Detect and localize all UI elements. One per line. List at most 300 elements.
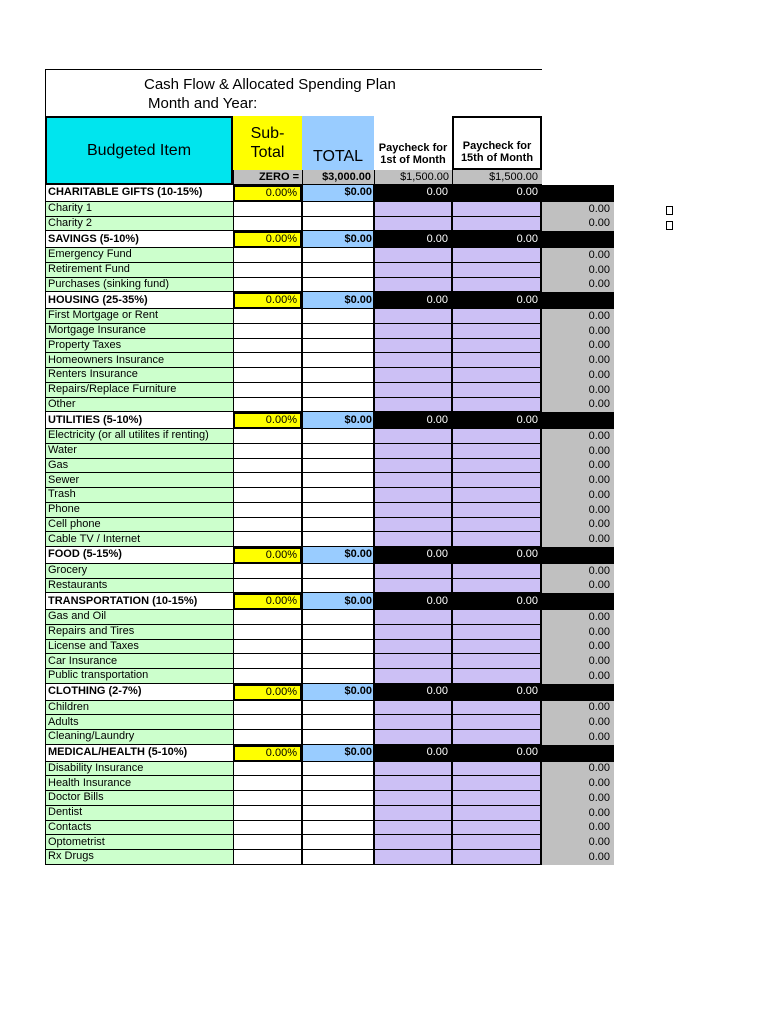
item-total-cell[interactable] <box>302 217 374 232</box>
item-paycheck1-input[interactable] <box>374 640 452 655</box>
item-subtotal-cell[interactable] <box>233 776 302 791</box>
item-paycheck1-input[interactable] <box>374 202 452 217</box>
category-total-text: $0.00 <box>344 685 372 698</box>
item-label-text: Cell phone <box>48 517 101 530</box>
category-label <box>45 231 233 248</box>
item-subtotal-cell[interactable] <box>233 730 302 745</box>
checkbox[interactable] <box>666 206 673 215</box>
category-label-text: MEDICAL/HEALTH (5-10%) <box>48 746 188 759</box>
item-paycheck2-input[interactable] <box>452 248 542 263</box>
category-paycheck2 <box>452 745 542 762</box>
item-paycheck1-input[interactable] <box>374 353 452 368</box>
item-paycheck2-input[interactable] <box>452 324 542 339</box>
item-paycheck2-input[interactable] <box>452 806 542 821</box>
item-subtotal-cell[interactable] <box>233 368 302 383</box>
item-label <box>45 850 233 865</box>
item-label <box>45 518 233 533</box>
item-total-cell[interactable] <box>302 202 374 217</box>
item-paycheck1-input[interactable] <box>374 850 452 865</box>
item-label-text: Water <box>48 444 77 457</box>
item-subtotal-cell[interactable] <box>233 398 302 413</box>
category-paycheck1 <box>374 412 452 429</box>
category-label <box>45 185 233 202</box>
item-total-cell[interactable] <box>302 625 374 640</box>
item-label <box>45 701 233 716</box>
item-label <box>45 368 233 383</box>
item-total-cell[interactable] <box>302 640 374 655</box>
category-label-text: CHARITABLE GIFTS (10-15%) <box>48 186 203 199</box>
item-paycheck2-input[interactable] <box>452 503 542 518</box>
item-paycheck2-input[interactable] <box>452 715 542 730</box>
item-paycheck1-input[interactable] <box>374 730 452 745</box>
item-paycheck2-input[interactable] <box>452 669 542 684</box>
category-subtotal-text: 0.00% <box>265 414 297 427</box>
item-paycheck2-input[interactable] <box>452 835 542 850</box>
item-total-cell[interactable] <box>302 503 374 518</box>
category-paycheck1 <box>374 593 452 610</box>
item-paycheck1-input[interactable] <box>374 669 452 684</box>
paycheck2-amount[interactable] <box>452 170 542 185</box>
total-amount-text: $3,000.00 <box>322 170 371 183</box>
item-label <box>45 383 233 398</box>
item-remaining <box>542 339 614 354</box>
item-subtotal-cell[interactable] <box>233 715 302 730</box>
item-subtotal-cell[interactable] <box>233 263 302 278</box>
item-remaining-text: 0.00 <box>588 309 610 322</box>
item-subtotal-cell[interactable] <box>233 339 302 354</box>
item-subtotal-cell[interactable] <box>233 518 302 533</box>
item-label <box>45 263 233 278</box>
item-paycheck1-input[interactable] <box>374 444 452 459</box>
item-label-text: Property Taxes <box>48 338 122 351</box>
item-total-cell[interactable] <box>302 459 374 474</box>
item-total-cell[interactable] <box>302 339 374 354</box>
item-remaining <box>542 518 614 533</box>
item-subtotal-cell[interactable] <box>233 503 302 518</box>
item-label <box>45 398 233 413</box>
item-paycheck1-input[interactable] <box>374 429 452 444</box>
item-total-cell[interactable] <box>302 278 374 293</box>
category-total-text: $0.00 <box>344 232 372 245</box>
category-total <box>302 185 374 202</box>
item-paycheck2-input[interactable] <box>452 610 542 625</box>
item-remaining <box>542 368 614 383</box>
item-subtotal-cell[interactable] <box>233 654 302 669</box>
item-label-text: Phone <box>48 503 80 516</box>
item-label <box>45 429 233 444</box>
item-remaining <box>542 821 614 836</box>
item-paycheck1-input[interactable] <box>374 278 452 293</box>
item-paycheck2-input[interactable] <box>452 444 542 459</box>
item-label <box>45 640 233 655</box>
category-label <box>45 684 233 701</box>
item-remaining <box>542 625 614 640</box>
item-paycheck2-input[interactable] <box>452 217 542 232</box>
item-remaining-text: 0.00 <box>588 217 610 230</box>
item-total-cell[interactable] <box>302 821 374 836</box>
category-paycheck1 <box>374 684 452 701</box>
category-subtotal-text: 0.00% <box>265 548 297 561</box>
item-remaining <box>542 654 614 669</box>
item-paycheck2-input[interactable] <box>452 429 542 444</box>
item-total-cell[interactable] <box>302 353 374 368</box>
item-paycheck2-input[interactable] <box>452 518 542 533</box>
item-paycheck1-input[interactable] <box>374 518 452 533</box>
item-paycheck2-input[interactable] <box>452 791 542 806</box>
item-paycheck2-input[interactable] <box>452 398 542 413</box>
item-subtotal-cell[interactable] <box>233 202 302 217</box>
item-paycheck2-input[interactable] <box>452 730 542 745</box>
item-remaining-text: 0.00 <box>588 836 610 849</box>
item-subtotal-cell[interactable] <box>233 324 302 339</box>
item-total-cell[interactable] <box>302 248 374 263</box>
item-subtotal-cell[interactable] <box>233 701 302 716</box>
item-remaining-text: 0.00 <box>588 488 610 501</box>
category-label-text: SAVINGS (5-10%) <box>48 232 139 245</box>
item-total-cell[interactable] <box>302 309 374 324</box>
item-label-text: Retirement Fund <box>48 263 130 276</box>
item-remaining-text: 0.00 <box>588 777 610 790</box>
item-label <box>45 579 233 594</box>
item-subtotal-cell[interactable] <box>233 579 302 594</box>
item-subtotal-cell[interactable] <box>233 625 302 640</box>
zero-label-text: ZERO = <box>258 170 299 183</box>
item-label-text: Repairs/Replace Furniture <box>48 383 177 396</box>
item-label <box>45 654 233 669</box>
item-paycheck1-input[interactable] <box>374 324 452 339</box>
item-remaining-text: 0.00 <box>588 640 610 653</box>
item-total-cell[interactable] <box>302 444 374 459</box>
category-paycheck2-text: 0.00 <box>516 548 538 561</box>
item-paycheck2-input[interactable] <box>452 564 542 579</box>
category-total-text: $0.00 <box>344 413 372 426</box>
item-total-cell[interactable] <box>302 429 374 444</box>
item-remaining <box>542 278 614 293</box>
item-total-cell[interactable] <box>302 398 374 413</box>
item-label-text: Cleaning/Laundry <box>48 730 135 743</box>
category-label-text: UTILITIES (5-10%) <box>48 413 143 426</box>
item-paycheck1-input[interactable] <box>374 488 452 503</box>
item-paycheck1-input[interactable] <box>374 654 452 669</box>
item-paycheck2-input[interactable] <box>452 762 542 777</box>
item-paycheck2-input[interactable] <box>452 459 542 474</box>
item-subtotal-cell[interactable] <box>233 278 302 293</box>
item-remaining <box>542 776 614 791</box>
item-remaining-text: 0.00 <box>588 655 610 668</box>
item-paycheck2-input[interactable] <box>452 532 542 547</box>
item-label-text: Rx Drugs <box>48 850 94 863</box>
item-paycheck2-input[interactable] <box>452 488 542 503</box>
item-label <box>45 806 233 821</box>
item-total-cell[interactable] <box>302 610 374 625</box>
item-label-text: Public transportation <box>48 669 149 682</box>
item-total-cell[interactable] <box>302 850 374 865</box>
category-paycheck2-text: 0.00 <box>516 594 538 607</box>
category-paycheck1-text: 0.00 <box>426 413 448 426</box>
item-subtotal-cell[interactable] <box>233 444 302 459</box>
item-remaining <box>542 850 614 865</box>
category-paycheck2-text: 0.00 <box>516 746 538 759</box>
item-paycheck2-input[interactable] <box>452 654 542 669</box>
category-total-text: $0.00 <box>344 746 372 759</box>
item-remaining <box>542 564 614 579</box>
col-border-paycheck1 <box>451 185 452 865</box>
item-subtotal-cell[interactable] <box>233 353 302 368</box>
item-label <box>45 564 233 579</box>
item-paycheck2-input[interactable] <box>452 278 542 293</box>
category-paycheck2-text: 0.00 <box>516 232 538 245</box>
item-paycheck2-input[interactable] <box>452 339 542 354</box>
category-total <box>302 593 374 610</box>
item-subtotal-cell[interactable] <box>233 564 302 579</box>
item-remaining-text: 0.00 <box>588 354 610 367</box>
item-remaining <box>542 248 614 263</box>
item-label-text: Doctor Bills <box>48 791 104 804</box>
item-remaining <box>542 263 614 278</box>
item-remaining-text: 0.00 <box>588 625 610 638</box>
category-label-text: CLOTHING (2-7%) <box>48 685 142 698</box>
item-total-cell[interactable] <box>302 762 374 777</box>
category-remaining-bar <box>542 231 614 248</box>
item-total-cell[interactable] <box>302 263 374 278</box>
paycheck1-amount[interactable] <box>374 170 452 185</box>
item-subtotal-cell[interactable] <box>233 383 302 398</box>
category-paycheck2 <box>452 593 542 610</box>
item-remaining-text: 0.00 <box>588 716 610 729</box>
item-label <box>45 444 233 459</box>
item-remaining-text: 0.00 <box>588 444 610 457</box>
category-subtotal-text: 0.00% <box>265 294 297 307</box>
item-paycheck1-input[interactable] <box>374 383 452 398</box>
item-paycheck1-input[interactable] <box>374 368 452 383</box>
item-subtotal-cell[interactable] <box>233 821 302 836</box>
category-subtotal-text: 0.00% <box>265 233 297 246</box>
item-label-text: Renters Insurance <box>48 368 138 381</box>
item-label <box>45 488 233 503</box>
item-paycheck1-input[interactable] <box>374 776 452 791</box>
category-label <box>45 745 233 762</box>
item-paycheck1-input[interactable] <box>374 579 452 594</box>
item-paycheck2-input[interactable] <box>452 383 542 398</box>
category-subtotal-text: 0.00% <box>265 595 297 608</box>
item-paycheck2-input[interactable] <box>452 263 542 278</box>
item-paycheck1-input[interactable] <box>374 263 452 278</box>
item-paycheck1-input[interactable] <box>374 791 452 806</box>
item-total-cell[interactable] <box>302 324 374 339</box>
item-subtotal-cell[interactable] <box>233 835 302 850</box>
item-total-cell[interactable] <box>302 730 374 745</box>
item-subtotal-cell[interactable] <box>233 806 302 821</box>
category-paycheck1 <box>374 547 452 564</box>
category-paycheck1 <box>374 231 452 248</box>
item-total-cell[interactable] <box>302 715 374 730</box>
item-total-cell[interactable] <box>302 776 374 791</box>
category-paycheck1-text: 0.00 <box>426 232 448 245</box>
category-label <box>45 412 233 429</box>
item-label-text: Dentist <box>48 806 83 819</box>
item-label-text: Restaurants <box>48 578 108 591</box>
header-budgeted-item <box>45 116 233 185</box>
item-subtotal-cell[interactable] <box>233 532 302 547</box>
item-subtotal-cell[interactable] <box>233 850 302 865</box>
category-paycheck2 <box>452 412 542 429</box>
item-paycheck1-input[interactable] <box>374 564 452 579</box>
item-paycheck1-input[interactable] <box>374 398 452 413</box>
item-paycheck2-input[interactable] <box>452 701 542 716</box>
item-paycheck1-input[interactable] <box>374 701 452 716</box>
item-paycheck2-input[interactable] <box>452 202 542 217</box>
item-paycheck1-input[interactable] <box>374 473 452 488</box>
item-remaining <box>542 473 614 488</box>
item-total-cell[interactable] <box>302 579 374 594</box>
item-paycheck1-input[interactable] <box>374 835 452 850</box>
item-label <box>45 730 233 745</box>
item-subtotal-cell[interactable] <box>233 640 302 655</box>
item-remaining-text: 0.00 <box>588 669 610 682</box>
item-paycheck1-input[interactable] <box>374 459 452 474</box>
item-total-cell[interactable] <box>302 564 374 579</box>
item-label <box>45 248 233 263</box>
item-paycheck1-input[interactable] <box>374 503 452 518</box>
category-subtotal <box>233 547 302 564</box>
item-subtotal-cell[interactable] <box>233 429 302 444</box>
item-subtotal-cell[interactable] <box>233 217 302 232</box>
item-total-cell[interactable] <box>302 473 374 488</box>
item-subtotal-cell[interactable] <box>233 473 302 488</box>
category-label <box>45 593 233 610</box>
item-remaining-text: 0.00 <box>588 791 610 804</box>
item-total-cell[interactable] <box>302 835 374 850</box>
item-remaining <box>542 835 614 850</box>
item-label <box>45 503 233 518</box>
item-label-text: Contacts <box>48 820 92 833</box>
category-subtotal <box>233 185 302 202</box>
category-subtotal <box>233 231 302 248</box>
item-paycheck2-input[interactable] <box>452 640 542 655</box>
item-total-cell[interactable] <box>302 532 374 547</box>
item-remaining <box>542 715 614 730</box>
header-paycheck1 <box>374 116 452 170</box>
category-total <box>302 547 374 564</box>
item-total-cell[interactable] <box>302 791 374 806</box>
item-label-text: Gas and Oil <box>48 610 107 623</box>
category-total-text: $0.00 <box>344 293 372 306</box>
item-subtotal-cell[interactable] <box>233 248 302 263</box>
item-remaining <box>542 669 614 684</box>
item-total-cell[interactable] <box>302 654 374 669</box>
item-label-text: Gas <box>48 458 69 471</box>
category-remaining-bar <box>542 684 614 701</box>
category-label <box>45 292 233 309</box>
header-subtotal-label: Sub- Total <box>250 124 285 161</box>
item-paycheck2-input[interactable] <box>452 625 542 640</box>
item-remaining-text: 0.00 <box>588 339 610 352</box>
item-total-cell[interactable] <box>302 669 374 684</box>
item-subtotal-cell[interactable] <box>233 309 302 324</box>
item-label-text: Trash <box>48 488 76 501</box>
item-label <box>45 791 233 806</box>
item-subtotal-cell[interactable] <box>233 459 302 474</box>
item-paycheck2-input[interactable] <box>452 368 542 383</box>
item-remaining-text: 0.00 <box>588 610 610 623</box>
item-label <box>45 776 233 791</box>
category-total-text: $0.00 <box>344 594 372 607</box>
item-label-text: Homeowners Insurance <box>48 353 165 366</box>
item-remaining <box>542 309 614 324</box>
item-remaining-text: 0.00 <box>588 398 610 411</box>
item-paycheck2-input[interactable] <box>452 821 542 836</box>
item-remaining <box>542 806 614 821</box>
item-paycheck1-input[interactable] <box>374 217 452 232</box>
item-paycheck1-input[interactable] <box>374 309 452 324</box>
item-paycheck2-input[interactable] <box>452 579 542 594</box>
item-total-cell[interactable] <box>302 806 374 821</box>
item-total-cell[interactable] <box>302 488 374 503</box>
item-label-text: Charity 1 <box>48 202 93 215</box>
item-remaining <box>542 791 614 806</box>
item-paycheck2-input[interactable] <box>452 850 542 865</box>
item-paycheck2-input[interactable] <box>452 776 542 791</box>
item-total-cell[interactable] <box>302 701 374 716</box>
item-paycheck1-input[interactable] <box>374 715 452 730</box>
item-paycheck1-input[interactable] <box>374 532 452 547</box>
item-remaining-text: 0.00 <box>588 368 610 381</box>
category-paycheck2 <box>452 684 542 701</box>
category-total <box>302 412 374 429</box>
item-total-cell[interactable] <box>302 518 374 533</box>
item-subtotal-cell[interactable] <box>233 610 302 625</box>
item-paycheck1-input[interactable] <box>374 821 452 836</box>
item-paycheck1-input[interactable] <box>374 610 452 625</box>
item-total-cell[interactable] <box>302 368 374 383</box>
item-total-cell[interactable] <box>302 383 374 398</box>
item-remaining-text: 0.00 <box>588 821 610 834</box>
category-subtotal <box>233 412 302 429</box>
item-label-text: Emergency Fund <box>48 248 132 261</box>
item-remaining-text: 0.00 <box>588 533 610 546</box>
month-year-label: Month and Year: <box>148 95 258 112</box>
item-label-text: First Mortgage or Rent <box>48 309 159 322</box>
item-remaining-text: 0.00 <box>588 762 610 775</box>
item-label-text: Other <box>48 397 76 410</box>
item-paycheck1-input[interactable] <box>374 762 452 777</box>
item-remaining <box>542 579 614 594</box>
checkbox[interactable] <box>666 221 673 230</box>
item-paycheck2-input[interactable] <box>452 353 542 368</box>
item-paycheck1-input[interactable] <box>374 806 452 821</box>
item-label <box>45 459 233 474</box>
item-paycheck1-input[interactable] <box>374 248 452 263</box>
item-subtotal-cell[interactable] <box>233 791 302 806</box>
item-label <box>45 821 233 836</box>
item-paycheck1-input[interactable] <box>374 339 452 354</box>
item-remaining <box>542 640 614 655</box>
item-subtotal-cell[interactable] <box>233 762 302 777</box>
category-total-text: $0.00 <box>344 548 372 561</box>
item-label <box>45 625 233 640</box>
category-remaining-bar <box>542 412 614 429</box>
item-subtotal-cell[interactable] <box>233 669 302 684</box>
item-remaining-text: 0.00 <box>588 248 610 261</box>
item-label-text: Grocery <box>48 564 88 577</box>
item-paycheck2-input[interactable] <box>452 473 542 488</box>
item-subtotal-cell[interactable] <box>233 488 302 503</box>
item-paycheck2-input[interactable] <box>452 309 542 324</box>
item-remaining <box>542 217 614 232</box>
header-subtotal <box>233 116 302 170</box>
item-paycheck1-input[interactable] <box>374 625 452 640</box>
item-label <box>45 532 233 547</box>
